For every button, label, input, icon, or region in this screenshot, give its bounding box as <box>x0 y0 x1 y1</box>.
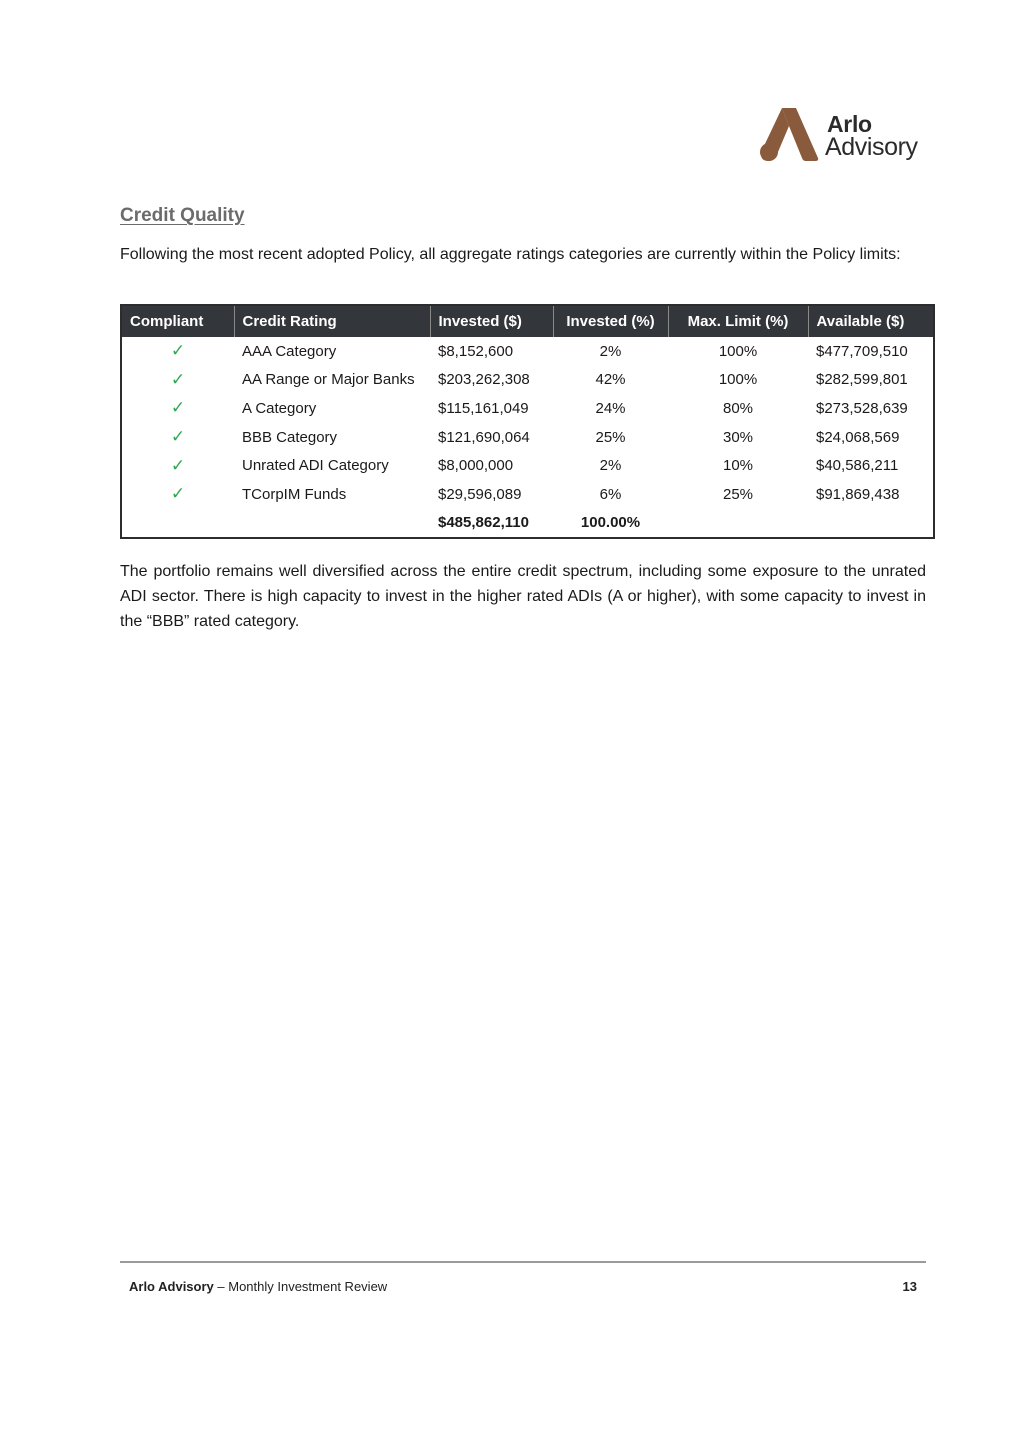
footer-doc-title: Monthly Investment Review <box>228 1279 388 1294</box>
cell-max-limit: 30% <box>722 428 754 446</box>
cell-available: $273,528,639 <box>816 399 908 417</box>
total-invested-pct: 100.00% <box>580 514 641 532</box>
arlo-a-mark-icon <box>760 106 822 162</box>
cell-invested: $29,596,089 <box>438 485 522 503</box>
cell-max-limit: 100% <box>718 342 758 360</box>
cell-max-limit: 80% <box>722 399 754 417</box>
total-empty-cell <box>808 509 933 538</box>
total-empty-cell <box>234 509 430 538</box>
total-empty-cell <box>122 509 234 538</box>
cell-rating: BBB Category <box>242 428 338 446</box>
company-logo <box>760 106 930 164</box>
cell-rating: AAA Category <box>242 342 337 360</box>
cell-invested: $121,690,064 <box>438 428 530 446</box>
footer-brand: Arlo Advisory <box>129 1279 214 1294</box>
table-row <box>122 480 933 509</box>
cell-rating: TCorpIM Funds <box>242 485 347 503</box>
cell-max-limit: 10% <box>722 457 754 475</box>
cell-max-limit: 25% <box>722 485 754 503</box>
intro-paragraph: Following the most recent adopted Policy, all aggregate ratings categories are currently within the Policy limits: <box>120 246 901 263</box>
compliant-check-icon: ✓ <box>170 341 186 361</box>
compliant-check-icon: ✓ <box>170 484 186 504</box>
cell-rating: AA Range or Major Banks <box>242 371 415 389</box>
header-invested-dollars: Invested ($) <box>430 306 553 337</box>
cell-available: $91,869,438 <box>816 485 900 503</box>
cell-invested-pct: 24% <box>595 399 626 417</box>
page-number: 13 <box>902 1279 917 1294</box>
logo-text-arlo: Arlo <box>827 111 872 137</box>
table-row <box>122 451 933 480</box>
cell-available: $477,709,510 <box>816 342 908 360</box>
compliant-check-icon: ✓ <box>170 427 186 447</box>
compliant-check-icon: ✓ <box>170 455 186 475</box>
cell-rating: Unrated ADI Category <box>242 457 389 475</box>
logo-text-advisory: Advisory <box>825 133 918 161</box>
credit-quality-table <box>120 304 935 539</box>
header-invested-percent: Invested (%) <box>553 306 668 337</box>
table-row <box>122 394 933 423</box>
header-credit-rating: Credit Rating <box>234 306 430 337</box>
section-title: Credit Quality <box>120 205 245 226</box>
cell-max-limit: 100% <box>718 371 758 389</box>
table-header-row <box>122 306 933 337</box>
cell-invested: $203,262,308 <box>438 371 530 389</box>
cell-available: $24,068,569 <box>816 428 900 446</box>
cell-available: $282,599,801 <box>816 371 908 389</box>
table-row <box>122 337 933 366</box>
header-compliant: Compliant <box>122 306 234 337</box>
cell-invested-pct: 2% <box>599 457 622 475</box>
cell-invested-pct: 6% <box>599 485 622 503</box>
header-available: Available ($) <box>816 313 905 330</box>
footer-separator: – <box>213 1279 229 1294</box>
footer-divider <box>120 1261 926 1263</box>
cell-invested: $115,161,049 <box>438 399 529 417</box>
closing-paragraph: The portfolio remains well diversified across the entire credit spectrum, including some exposure to the unrated ADI sector. There is high capacity to invest in the higher rated ADIs (A or higher), with some capacity to invest in the “BBB” rated category. <box>120 563 926 630</box>
total-invested: $485,862,110 <box>438 514 529 532</box>
header-max-limit: Max. Limit (%) <box>668 306 808 337</box>
total-empty-cell <box>668 509 808 538</box>
cell-invested: $8,000,000 <box>438 457 514 475</box>
cell-invested-pct: 2% <box>599 342 622 360</box>
cell-rating: A Category <box>242 399 317 417</box>
compliant-check-icon: ✓ <box>170 369 186 389</box>
footer-title <box>129 1279 387 1294</box>
cell-invested: $8,152,600 <box>438 342 514 360</box>
table-total-row <box>122 509 933 538</box>
table-row <box>122 366 933 395</box>
cell-invested-pct: 25% <box>595 428 626 446</box>
cell-available: $40,586,211 <box>816 457 899 475</box>
cell-invested-pct: 42% <box>595 371 626 389</box>
table-row <box>122 423 933 452</box>
compliant-check-icon: ✓ <box>170 398 186 418</box>
